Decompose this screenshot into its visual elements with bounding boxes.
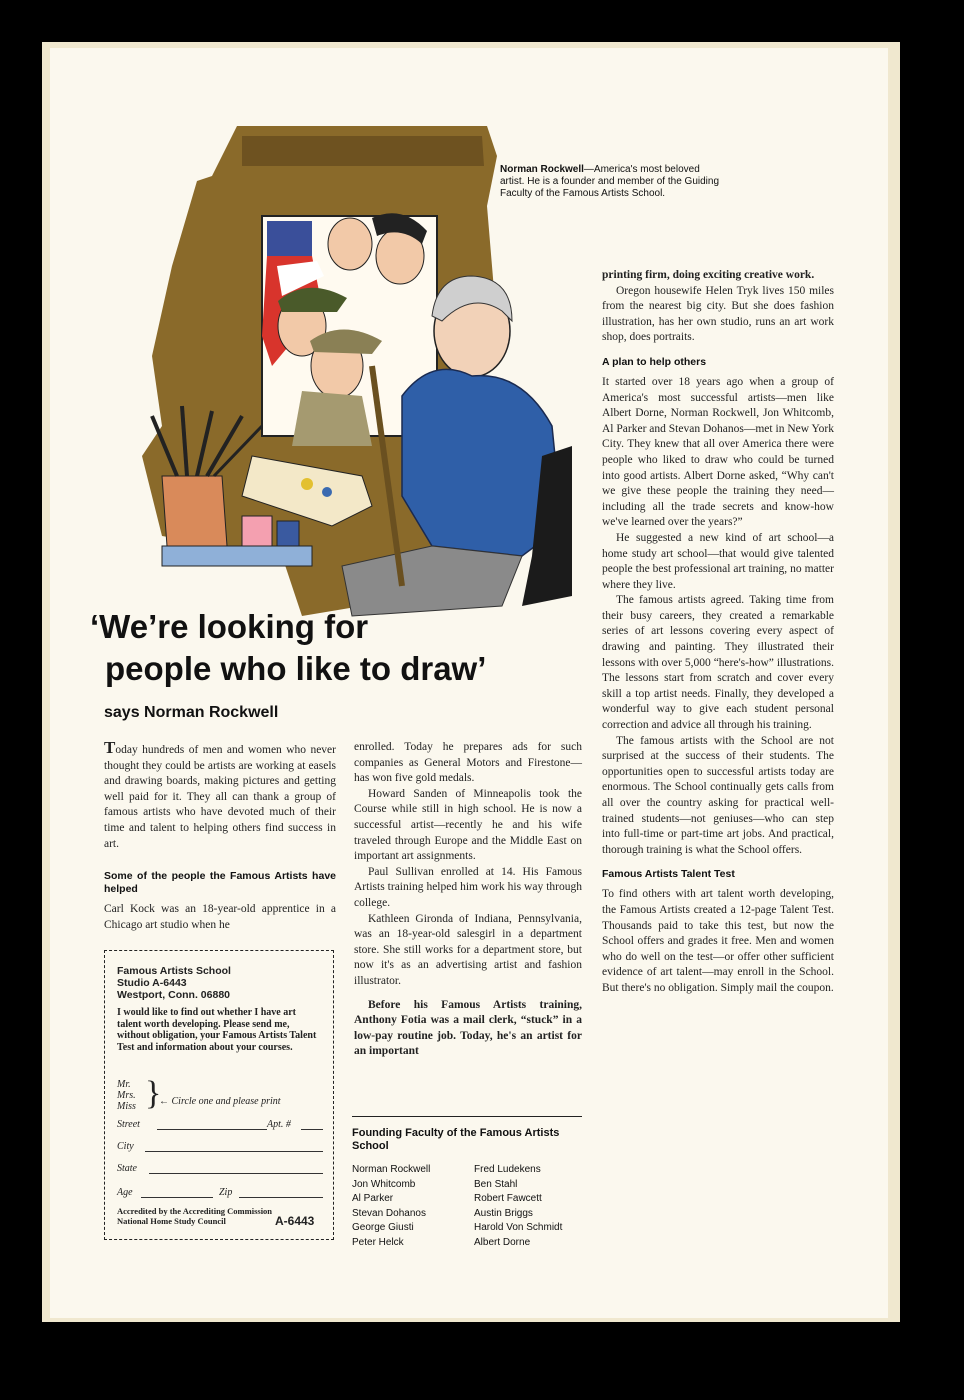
- col2-paragraph-4: Kathleen Gironda of Indiana, Pennsylvania, was an 18-year-old salesgirl in a department store. She still works for a department store, but now it's as an advertising artist and fashion illustrator.: [354, 912, 582, 987]
- col2-paragraph-3: Paul Sullivan enrolled at 14. His Famous Artists training helped him work his way through college.: [354, 865, 582, 909]
- accreditation-note: Accredited by the Accrediting Commission National Home Study Council: [117, 1206, 273, 1226]
- caption-name: Norman Rockwell: [500, 164, 584, 175]
- headline-line2: people who like to draw’: [105, 650, 487, 687]
- title-miss[interactable]: Miss: [117, 1101, 136, 1112]
- column-3: [602, 268, 834, 997]
- faculty-member: Albert Dorne: [474, 1236, 531, 1248]
- city-field[interactable]: [145, 1151, 323, 1152]
- state-field[interactable]: [149, 1173, 323, 1174]
- city-label: City: [117, 1141, 134, 1152]
- faculty-member: Robert Fawcett: [474, 1193, 542, 1205]
- faculty-member: Al Parker: [352, 1193, 394, 1205]
- faculty-member: George Giusti: [352, 1222, 414, 1234]
- faculty-member: Norman Rockwell: [352, 1164, 431, 1175]
- rockwell-illustration: [102, 126, 572, 626]
- headline-line1: ‘We’re looking for: [90, 608, 369, 645]
- coupon-intro: I would like to find out whether I have art talent worth developing. Please send me, without obligation, your Famous Artists Talent Test and information about your courses.: [117, 1007, 317, 1053]
- column-1: [104, 740, 336, 933]
- magazine-page: [50, 48, 888, 1318]
- col3-paragraph-3: It started over 18 years ago when a group of America's most successful artists—men like Albert Dorne, Norman Rockwell, Jon Whitcomb, Al Parker and Stevan Dohanos—met in New York City. They knew that all over America there were people who liked to draw who could be turned into good artists. Albert Dorne asked, “Why can't we give these people the training they need—including all the trade secrets and know-how we've learned over the years?”: [602, 375, 834, 529]
- caption-text: —America's most beloved artist. He is a founder and member of the Guiding Faculty of the Famous Artists School.: [500, 164, 720, 199]
- section-heading-talent-test: Famous Artists Talent Test: [602, 868, 735, 881]
- street-label: Street: [117, 1119, 140, 1130]
- faculty-member: Peter Helck: [352, 1236, 404, 1248]
- title-mrs[interactable]: Mrs.: [117, 1090, 136, 1101]
- state-label: State: [117, 1163, 137, 1174]
- coupon-address-line3: Westport, Conn. 06880: [117, 989, 230, 1001]
- faculty-left-column: [352, 1163, 474, 1251]
- coupon-address: [117, 965, 231, 1001]
- intro-paragraph: oday hundreds of men and women who never thought they could be artists are working at easels and drawing boards, making pictures and getting well paid for it. They all can thank a group of famous artists who have devoted much of their time and talent to helping others find success in art.: [104, 744, 336, 850]
- carl-paragraph: Carl Kock was an 18-year-old apprentice in a Chicago art studio when he: [104, 903, 336, 931]
- founding-faculty: [352, 1116, 582, 1251]
- dropcap: T: [104, 738, 116, 757]
- headline: [90, 606, 590, 690]
- title-options[interactable]: [117, 1079, 136, 1112]
- faculty-title: Founding Faculty of the Famous Artists School: [352, 1127, 560, 1152]
- col3-paragraph-7: To find others with art talent worth developing, the Famous Artists created a 12-page Talent Test. Thousands paid to take this test, but now the School offers and grades it free. Men and women who do well on the test—or offer other sufficient evidence of art talent—may enroll in the School. But there's no obligation. Simply mail the coupon.: [602, 888, 834, 994]
- subhead: says Norman Rockwell: [104, 704, 279, 721]
- title-mr[interactable]: Mr.: [117, 1079, 131, 1090]
- section-heading-helped: Some of the people the Famous Artists have helped: [104, 870, 336, 896]
- faculty-right-column: [474, 1163, 596, 1251]
- coupon-code: A-6443: [275, 1214, 315, 1228]
- column-2: [354, 740, 582, 1060]
- circle-instruction: ← Circle one and please print: [159, 1096, 281, 1107]
- col2-paragraph-1: enrolled. Today he prepares ads for such companies as General Motors and Firestone—has won five gold medals.: [354, 741, 582, 785]
- faculty-member: Austin Briggs: [474, 1207, 533, 1219]
- col3-paragraph-2: Oregon housewife Helen Tryk lives 150 miles from the nearest big city. But she does fashion illustration, has her own studio, runs an art work shop, does portraits.: [602, 284, 834, 344]
- faculty-member: Stevan Dohanos: [352, 1207, 426, 1219]
- apt-field[interactable]: [301, 1129, 323, 1130]
- col2-paragraph-2: Howard Sanden of Minneapolis took the Course while still in high school. He is now a successful artist—recently he and his wife traveled through Europe and the Middle East on important art assignments.: [354, 787, 582, 863]
- zip-label: Zip: [219, 1187, 233, 1198]
- col3-paragraph-6: The famous artists with the School are not surprised at the success of their students. The opportunities open to successful artists today are enormous. The School continually gets calls from all over the country asking for practical well-trained students—not geniuses—who can step into full-time or part-time art jobs. And practical, thorough training is what the School offers.: [602, 734, 834, 856]
- age-field[interactable]: [141, 1197, 213, 1198]
- col3-paragraph-1: printing firm, doing exciting creative work.: [602, 269, 815, 281]
- faculty-member: Jon Whitcomb: [352, 1178, 416, 1190]
- coupon-address-line1: Famous Artists School: [117, 965, 231, 977]
- street-field[interactable]: [157, 1129, 267, 1130]
- faculty-member: Ben Stahl: [474, 1178, 518, 1190]
- faculty-member: Fred Ludekens: [474, 1164, 541, 1175]
- brace-glyph: }: [145, 1075, 162, 1112]
- faculty-member: Harold Von Schmidt: [474, 1222, 563, 1234]
- age-label: Age: [117, 1187, 133, 1198]
- col3-paragraph-4: He suggested a new kind of art school—a home study art school—that would give talented people the best professional art training, no matter where they live.: [602, 531, 834, 591]
- col2-paragraph-5: Before his Famous Artists training, Anthony Fotia was a mail clerk, “stuck” in a low-pay routine job. Today, he's an artist for an important: [354, 998, 582, 1058]
- zip-field[interactable]: [239, 1197, 323, 1198]
- illustration-caption: [500, 164, 720, 200]
- col3-paragraph-5: The famous artists agreed. Taking time from their busy careers, they created a remarkable series of art lessons covering every aspect of drawing and painting. They illustrated their lessons with over 5,000 “here's-how” illustrations. The lessons start from scratch and cover every skill a top artist needs. Finally, they developed a wonderful way to give each student personal correction and advice all through his training.: [602, 594, 834, 732]
- apt-label: Apt. #: [267, 1119, 291, 1130]
- coupon[interactable]: [104, 950, 334, 1240]
- coupon-address-line2: Studio A-6443: [117, 977, 187, 989]
- section-heading-plan: A plan to help others: [602, 355, 707, 368]
